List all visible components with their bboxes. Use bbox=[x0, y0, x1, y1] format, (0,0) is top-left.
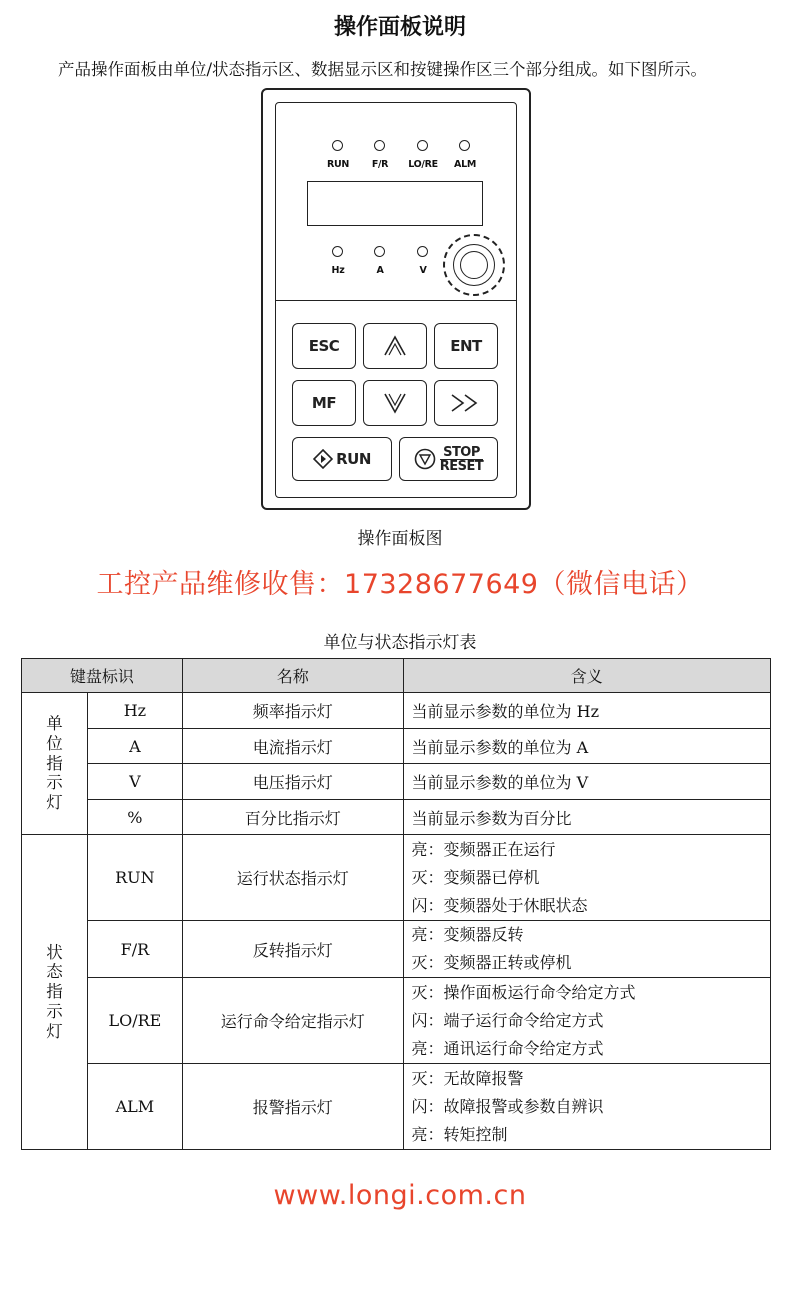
row-key: LO/RE bbox=[87, 978, 182, 1064]
row-key: RUN bbox=[87, 835, 182, 921]
led-alm-indicator bbox=[459, 140, 470, 151]
header-key: 键盘标识 bbox=[22, 659, 183, 693]
led-label-v: V bbox=[419, 265, 427, 276]
led-label-run: RUN bbox=[326, 159, 350, 170]
run-key[interactable] bbox=[292, 437, 392, 481]
led-label-hz: Hz bbox=[331, 265, 345, 276]
table-row bbox=[22, 800, 771, 835]
row-meaning bbox=[403, 921, 770, 978]
promo-banner: 工控产品维修收售：17328677649（微信电话） bbox=[96, 569, 704, 600]
meaning-line: 闪：变频器处于休眠状态 bbox=[411, 895, 588, 915]
meaning-line: 灭：无故障报警 bbox=[411, 1068, 524, 1088]
led-label-fr: F/R bbox=[371, 159, 389, 170]
reset-label: RESET bbox=[439, 458, 484, 474]
led-hz-indicator bbox=[332, 246, 343, 257]
row-meaning: 当前显示参数的单位为 V bbox=[403, 764, 770, 800]
table-header-row bbox=[22, 659, 771, 693]
up-arrow-icon bbox=[382, 333, 408, 359]
led-label-alm: ALM bbox=[454, 159, 476, 170]
run-diamond-icon bbox=[313, 449, 333, 469]
meaning-line: 亮：变频器反转 bbox=[411, 925, 524, 944]
group-unit-label: 单位指示灯 bbox=[46, 714, 63, 813]
row-name: 反转指示灯 bbox=[182, 921, 403, 978]
up-key[interactable] bbox=[363, 323, 427, 369]
meaning-line: 灭：变频器已停机 bbox=[411, 867, 540, 887]
page-title: 操作面板说明 bbox=[333, 14, 466, 40]
stop-circle-icon bbox=[414, 448, 436, 470]
ent-key[interactable] bbox=[434, 323, 498, 369]
table-row bbox=[22, 978, 771, 1064]
row-name: 电压指示灯 bbox=[182, 764, 403, 800]
row-meaning: 当前显示参数为百分比 bbox=[403, 800, 770, 835]
led-a-indicator bbox=[374, 246, 385, 257]
indicator-table bbox=[21, 658, 771, 1150]
shift-key[interactable] bbox=[434, 380, 498, 426]
row-meaning: 当前显示参数的单位为 Hz bbox=[403, 693, 770, 729]
down-key[interactable] bbox=[363, 380, 427, 426]
row-meaning bbox=[403, 978, 770, 1064]
ent-key-label: ENT bbox=[450, 337, 482, 355]
panel-divider bbox=[276, 300, 516, 301]
table-row bbox=[22, 693, 771, 729]
row-key: Hz bbox=[87, 693, 182, 729]
row-name: 频率指示灯 bbox=[182, 693, 403, 729]
stop-reset-label bbox=[440, 446, 484, 473]
table-row bbox=[22, 921, 771, 978]
meaning-line: 闪：端子运行命令给定方式 bbox=[411, 1010, 604, 1030]
table-row bbox=[22, 1064, 771, 1150]
row-key: % bbox=[87, 800, 182, 835]
mf-key[interactable] bbox=[292, 380, 356, 426]
esc-key-label: ESC bbox=[308, 337, 340, 355]
row-key: V bbox=[87, 764, 182, 800]
header-meaning: 含义 bbox=[403, 659, 770, 693]
header-name: 名称 bbox=[182, 659, 403, 693]
table-row bbox=[22, 764, 771, 800]
led-run-indicator bbox=[332, 140, 343, 151]
meaning-line: 亮：变频器正在运行 bbox=[411, 839, 556, 859]
table-row bbox=[22, 729, 771, 764]
meaning-line: 亮：转矩控制 bbox=[411, 1124, 508, 1144]
shift-right-icon bbox=[449, 391, 483, 415]
mf-key-label: MF bbox=[311, 394, 337, 412]
row-name: 运行命令给定指示灯 bbox=[182, 978, 403, 1064]
row-meaning: 当前显示参数的单位为 A bbox=[403, 729, 770, 764]
run-key-label: RUN bbox=[336, 450, 371, 468]
website-link[interactable]: www.longi.com.cn bbox=[273, 1180, 527, 1211]
table-title: 单位与状态指示灯表 bbox=[323, 633, 477, 653]
stop-label: STOP bbox=[440, 446, 484, 460]
row-meaning bbox=[403, 835, 770, 921]
group-status-cell bbox=[22, 835, 88, 1150]
group-status-label: 状态指示灯 bbox=[46, 942, 63, 1041]
led-fr-indicator bbox=[374, 140, 385, 151]
led-label-a: A bbox=[376, 265, 384, 276]
led-v-indicator bbox=[417, 246, 428, 257]
row-key: F/R bbox=[87, 921, 182, 978]
meaning-line: 灭：操作面板运行命令给定方式 bbox=[411, 982, 636, 1002]
led-lore-indicator bbox=[417, 140, 428, 151]
down-arrow-icon bbox=[382, 390, 408, 416]
row-meaning bbox=[403, 1064, 770, 1150]
row-name: 电流指示灯 bbox=[182, 729, 403, 764]
knob-core bbox=[460, 251, 488, 279]
row-key: A bbox=[87, 729, 182, 764]
meaning-line: 亮：通讯运行命令给定方式 bbox=[411, 1038, 604, 1058]
row-key: ALM bbox=[87, 1064, 182, 1150]
meaning-line: 闪：故障报警或参数自辨识 bbox=[411, 1096, 604, 1116]
esc-key[interactable] bbox=[292, 323, 356, 369]
data-display-window bbox=[307, 181, 483, 226]
table-row bbox=[22, 835, 771, 921]
group-unit-cell bbox=[22, 693, 88, 835]
stop-reset-key[interactable] bbox=[399, 437, 498, 481]
meaning-line: 灭：变频器正转或停机 bbox=[411, 953, 572, 972]
row-name: 报警指示灯 bbox=[182, 1064, 403, 1150]
row-name: 百分比指示灯 bbox=[182, 800, 403, 835]
intro-text: 产品操作面板由单位/状态指示区、数据显示区和按键操作区三个部分组成。如下图所示。 bbox=[58, 60, 708, 79]
led-label-lore: LO/RE bbox=[408, 159, 438, 170]
row-name: 运行状态指示灯 bbox=[182, 835, 403, 921]
figure-caption: 操作面板图 bbox=[357, 529, 443, 549]
